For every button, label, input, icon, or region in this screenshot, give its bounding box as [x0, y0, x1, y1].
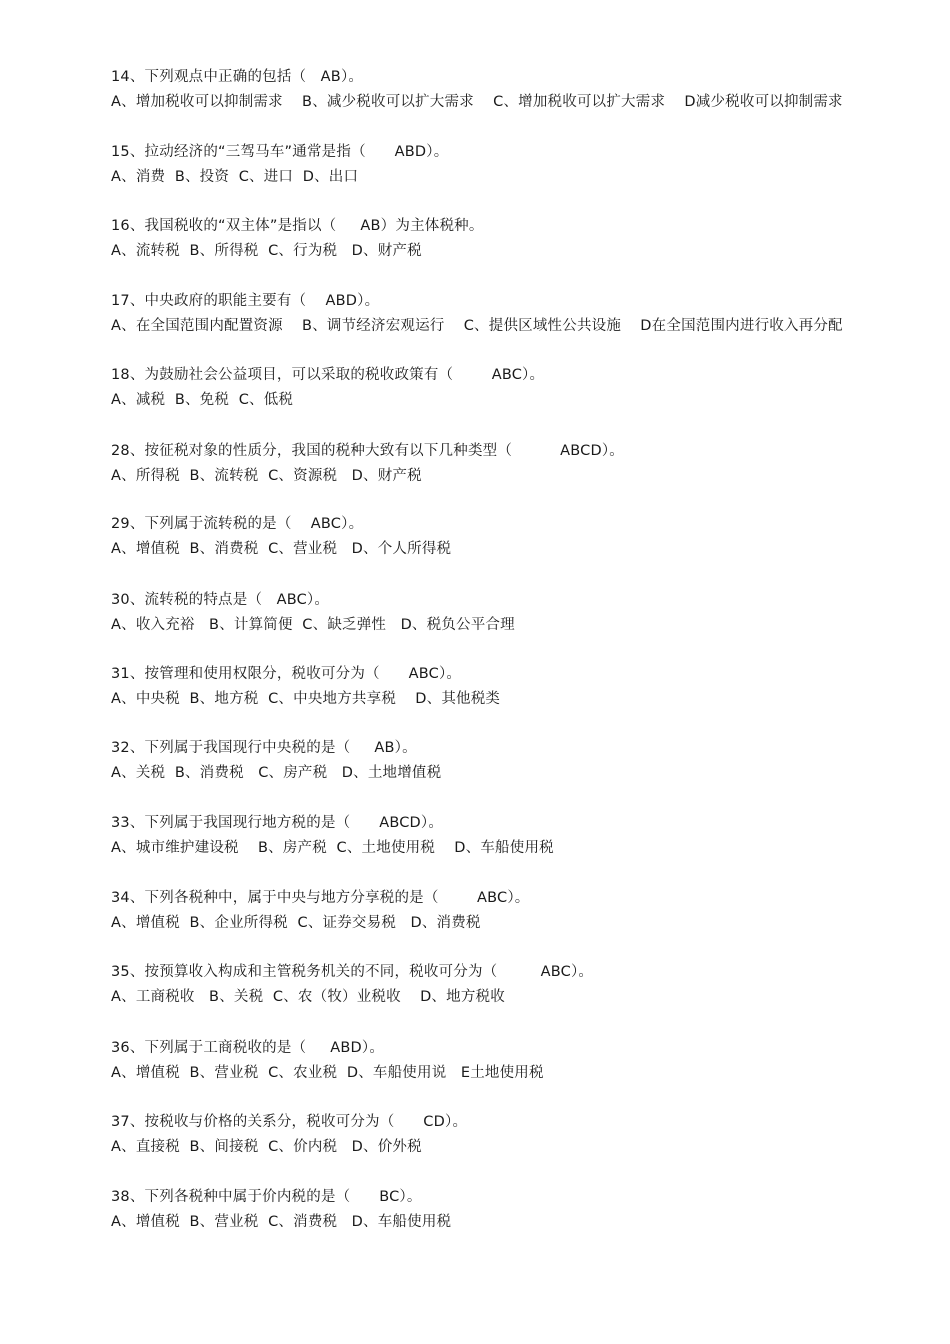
question-32 — [111, 738, 911, 783]
question-stem: 14、下列观点中正确的包括（ AB）。 — [111, 69, 364, 85]
question-stem: 32、下列属于我国现行中央税的是（ AB）。 — [111, 740, 417, 756]
question-29 — [111, 514, 911, 559]
question-options: A、减税 B、免税 C、低税 — [111, 392, 294, 408]
question-options: A、增值税 B、营业税 C、农业税 D、车船使用说 E土地使用税 — [111, 1065, 544, 1081]
question-35 — [111, 962, 911, 1007]
question-options: A、所得税 B、流转税 C、资源税 D、财产税 — [111, 468, 422, 484]
question-options: A、在全国范围内配置资源 B、调节经济宏观运行 C、提供区域性公共设施 D在全国范围内进行收入再分配 — [111, 318, 843, 334]
question-17 — [111, 291, 911, 336]
question-stem: 31、按管理和使用权限分，税收可分为（ ABC）。 — [111, 666, 462, 682]
question-options: A、增值税 B、企业所得税 C、证券交易税 D、消费税 — [111, 915, 481, 931]
question-options: A、城市维护建设税 B、房产税 C、土地使用税 D、车船使用税 — [111, 840, 554, 856]
question-options: A、直接税 B、间接税 C、价内税 D、价外税 — [111, 1139, 422, 1155]
question-15 — [111, 142, 911, 187]
question-options: A、消费 B、投资 C、进口 D、出口 — [111, 169, 359, 185]
question-stem: 17、中央政府的职能主要有（ ABD）。 — [111, 293, 380, 309]
question-18 — [111, 365, 911, 410]
question-options: A、中央税 B、地方税 C、中央地方共享税 D、其他税类 — [111, 691, 501, 707]
question-options: A、增值税 B、消费税 C、营业税 D、个人所得税 — [111, 541, 452, 557]
question-16 — [111, 216, 911, 261]
question-34 — [111, 888, 911, 933]
question-37 — [111, 1112, 911, 1157]
question-38 — [111, 1187, 911, 1232]
question-stem: 15、拉动经济的“三驾马车”通常是指（ ABD）。 — [111, 144, 449, 160]
question-36 — [111, 1038, 911, 1083]
question-stem: 38、下列各税种中属于价内税的是（ BC）。 — [111, 1189, 422, 1205]
question-stem: 28、按征税对象的性质分，我国的税种大致有以下几种类型（ ABCD）。 — [111, 443, 624, 459]
question-options: A、工商税收 B、关税 C、农（牧）业税收 D、地方税收 — [111, 989, 505, 1005]
question-stem: 29、下列属于流转税的是（ ABC）。 — [111, 516, 364, 532]
question-31 — [111, 664, 911, 709]
question-14 — [111, 67, 911, 112]
question-stem: 16、我国税收的“双主体”是指以（ AB）为主体税种。 — [111, 218, 484, 234]
question-28 — [111, 441, 911, 486]
question-options: A、增值税 B、营业税 C、消费税 D、车船使用税 — [111, 1214, 452, 1230]
question-stem: 36、下列属于工商税收的是（ ABD）。 — [111, 1040, 385, 1056]
question-options: A、收入充裕 B、计算简便 C、缺乏弹性 D、税负公平合理 — [111, 617, 515, 633]
question-33 — [111, 813, 911, 858]
question-options: A、流转税 B、所得税 C、行为税 D、财产税 — [111, 243, 422, 259]
question-stem: 35、按预算收入构成和主管税务机关的不同，税收可分为（ ABC）。 — [111, 964, 594, 980]
question-stem: 37、按税收与价格的关系分，税收可分为（ CD）。 — [111, 1114, 468, 1130]
question-stem: 30、流转税的特点是（ ABC）。 — [111, 592, 330, 608]
question-options: A、增加税收可以抑制需求 B、减少税收可以扩大需求 C、增加税收可以扩大需求 D减少税收可以抑制需求 — [111, 94, 843, 110]
question-stem: 34、下列各税种中，属于中央与地方分享税的是（ ABC）。 — [111, 890, 530, 906]
question-stem: 18、为鼓励社会公益项目，可以采取的税收政策有（ ABC）。 — [111, 367, 545, 383]
question-stem: 33、下列属于我国现行地方税的是（ ABCD）。 — [111, 815, 444, 831]
question-options: A、关税 B、消费税 C、房产税 D、土地增值税 — [111, 765, 442, 781]
question-30 — [111, 590, 911, 635]
